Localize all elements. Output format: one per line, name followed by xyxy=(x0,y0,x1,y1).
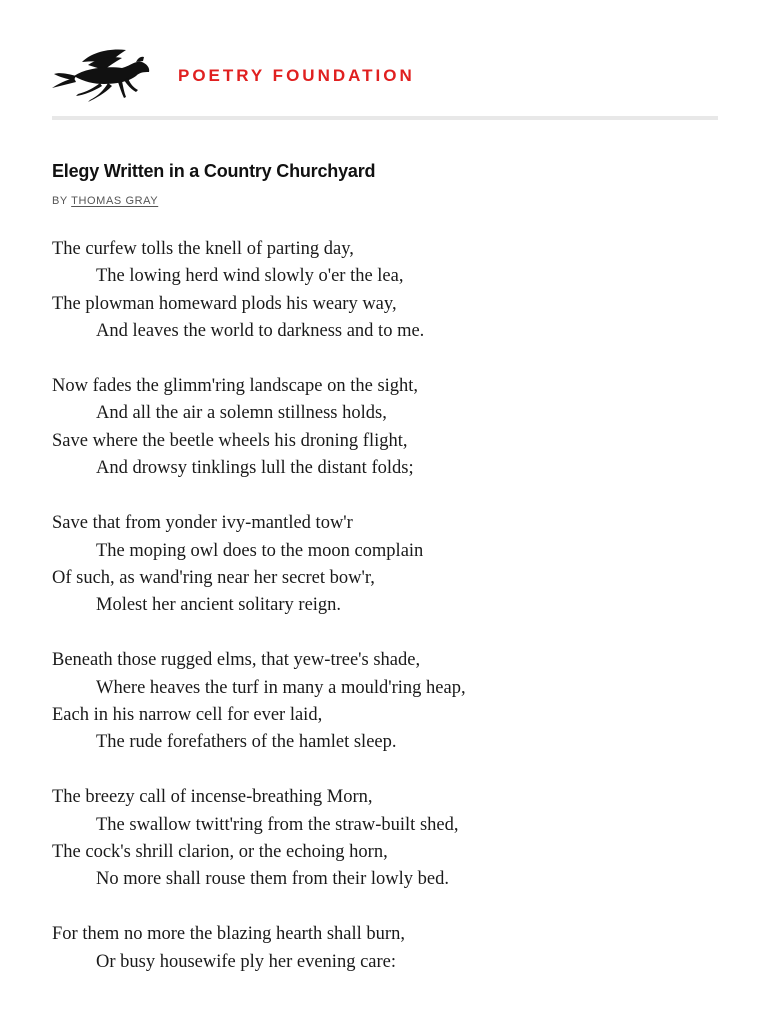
poem-line: No more shall rouse them from their lowly bed. xyxy=(96,869,449,890)
poem-line: And drowsy tinklings lull the distant folds; xyxy=(96,458,414,479)
brand-name[interactable]: POETRY FOUNDATION xyxy=(178,66,415,85)
poem-line: Molest her ancient solitary reign. xyxy=(96,595,342,616)
poem-line: The lowing herd wind slowly o'er the lea, xyxy=(96,266,404,287)
header-divider xyxy=(52,116,718,120)
stanza xyxy=(52,647,732,757)
poem-title: Elegy Written in a Country Churchyard xyxy=(52,161,376,181)
poem-line: Now fades the glimm'ring landscape on the sight, xyxy=(52,376,419,397)
pegasus-icon[interactable] xyxy=(52,46,152,104)
poem-line: The rude forefathers of the hamlet sleep. xyxy=(96,732,397,753)
poem-line: For them no more the blazing hearth shall burn, xyxy=(52,924,405,945)
stanza xyxy=(52,784,732,894)
by-label: BY xyxy=(52,195,68,207)
poem-line: The breezy call of incense-breathing Morn, xyxy=(52,787,373,808)
poem-line: Beneath those rugged elms, that yew-tree's shade, xyxy=(52,650,421,671)
poem-line: And all the air a solemn stillness holds, xyxy=(96,403,387,424)
poem-line: The plowman homeward plods his weary way, xyxy=(52,293,397,314)
poem-line: And leaves the world to darkness and to me. xyxy=(96,321,425,342)
stanza xyxy=(52,921,732,976)
poem-line: The cock's shrill clarion, or the echoing horn, xyxy=(52,842,388,863)
poem-line: Each in his narrow cell for ever laid, xyxy=(52,704,323,725)
poem-body xyxy=(52,236,732,1004)
poem-line: The curfew tolls the knell of parting day, xyxy=(52,239,354,259)
poem-line: Save where the beetle wheels his droning flight, xyxy=(52,430,408,451)
poem-line: The moping owl does to the moon complain xyxy=(96,540,424,561)
byline xyxy=(52,195,158,207)
poem-line: The swallow twitt'ring from the straw-built shed, xyxy=(96,814,459,835)
poem-line: Or busy housewife ply her evening care: xyxy=(96,951,397,972)
stanza xyxy=(52,510,732,620)
author-link[interactable]: THOMAS GRAY xyxy=(71,195,159,207)
poem-line: Where heaves the turf in many a mould'ring heap, xyxy=(96,677,466,698)
poem-line: Of such, as wand'ring near her secret bow'r, xyxy=(52,567,375,588)
stanza xyxy=(52,236,732,346)
poem-line: Save that from yonder ivy-mantled tow'r xyxy=(52,513,353,534)
site-header xyxy=(52,44,718,106)
stanza xyxy=(52,373,732,483)
